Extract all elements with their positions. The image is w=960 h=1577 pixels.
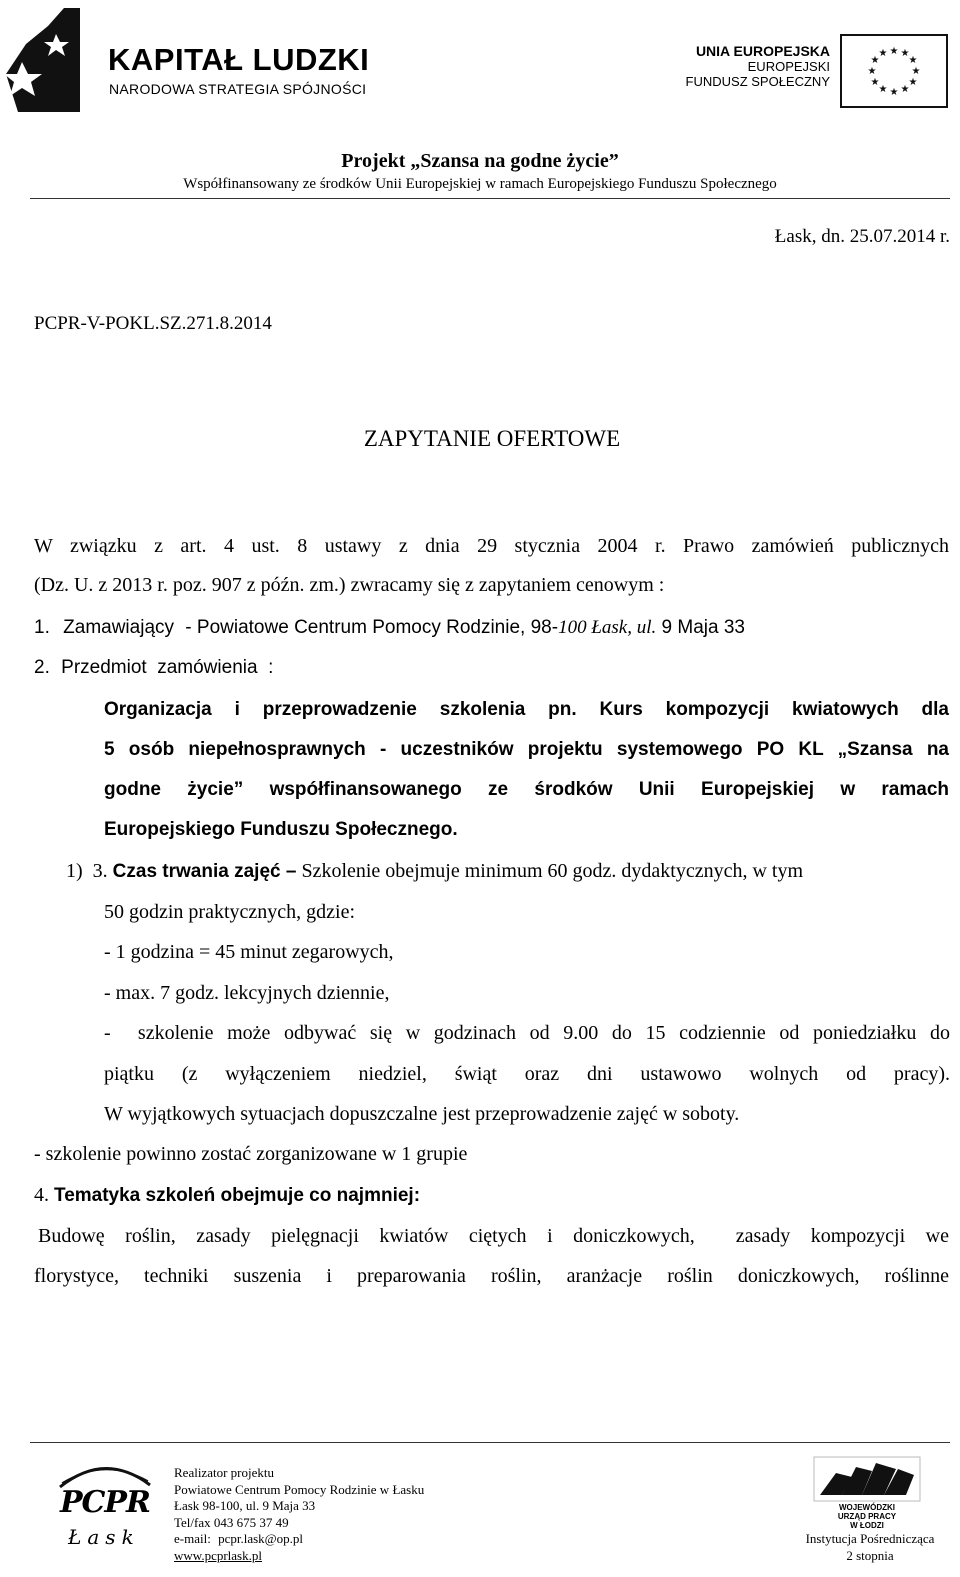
item-1 — [34, 617, 745, 639]
svg-text:★: ★ — [900, 48, 910, 59]
item-3-line-6: piątku (z wyłączeniem niedziel, świąt oraz dni ustawowo wolnych od pracy). — [104, 1063, 950, 1085]
eu-flag-icon — [840, 34, 948, 108]
footer-email-label: e-mail: — [174, 1531, 211, 1546]
intermediate-institution — [790, 1531, 950, 1564]
wup-logo — [812, 1455, 922, 1533]
group-line: - szkolenie powinno zostać zorganizowane w 1 grupie — [34, 1143, 468, 1165]
footer-telfax: Tel/fax 043 675 37 49 — [174, 1514, 289, 1530]
eu-logo-line3: FUNDUSZ SPOŁECZNY — [685, 74, 830, 89]
pcpr-logo-text: PCPR — [60, 1485, 150, 1520]
subject-line-4: Europejskiego Funduszu Społecznego. — [104, 819, 458, 840]
intro-line-1: W związku z art. 4 ust. 8 ustawy z dnia 29 stycznia 2004 r. Prawo zamówień publicznych — [34, 535, 949, 557]
footer-realizator: Realizator projektu — [174, 1465, 274, 1480]
item-3-prefix: 1) 3. — [66, 860, 108, 882]
wup-emblem-icon — [812, 1455, 922, 1503]
item-1-label: Zamawiający — [63, 617, 175, 638]
svg-text:★: ★ — [870, 55, 880, 66]
item-2-text: Przedmiot zamówienia : — [61, 657, 274, 678]
footer-email-row — [174, 1531, 504, 1548]
item-3-line-5: - szkolenie może odbywać się w godzinach od 9.00 do 15 codziennie od poniedziałku do — [104, 1022, 950, 1044]
topics-line-1: Budowę roślin, zasady pielęgnacji kwiatów ciętych i doniczkowych, zasady kompozycji we — [38, 1225, 949, 1247]
reference-number: PCPR-V-POKL.SZ.271.8.2014 — [34, 313, 272, 334]
header-divider — [30, 198, 950, 199]
project-title: Projekt „Szansa na godne życie” — [341, 150, 619, 172]
kl-logo-title: KAPITAŁ LUDZKI — [108, 42, 370, 77]
svg-text:★: ★ — [889, 87, 899, 98]
item-2 — [34, 657, 273, 679]
svg-text:★: ★ — [867, 66, 877, 77]
eu-logo-line1: UNIA EUROPEJSKA — [695, 43, 830, 59]
subject-line-1: Organizacja i przeprowadzenie szkolenia pn. Kurs kompozycji kwiatowych dla — [104, 699, 949, 720]
svg-text:★: ★ — [878, 84, 888, 95]
place-date: Łask, dn. 25.07.2014 r. — [774, 226, 950, 247]
kapital-ludzki-logo — [4, 4, 404, 119]
svg-text:★: ★ — [908, 55, 918, 66]
footer-website-link[interactable]: www.pcprlask.pl — [174, 1547, 262, 1563]
kl-logo-subtitle: NARODOWA STRATEGIA SPÓJNOŚCI — [109, 81, 367, 97]
item-1-end: 9 Maja 33 — [656, 617, 745, 638]
pcpr-logo — [50, 1455, 160, 1565]
eu-logo — [680, 34, 950, 114]
intro-line-2: (Dz. U. z 2013 r. poz. 907 z późn. zm.) zwracamy się z zapytaniem cenowym : — [34, 574, 665, 596]
footer-org: Powiatowe Centrum Pomocy Rodzinie w Łasku — [174, 1481, 425, 1497]
kapital-ludzki-emblem-icon — [4, 4, 104, 119]
pcpr-logo-sub: Łask — [68, 1525, 140, 1549]
footer-email-link[interactable]: pcpr.lask@op.pl — [218, 1531, 303, 1546]
item-2-number: 2. — [34, 657, 50, 678]
subject-line-2: 5 osób niepełnosprawnych - uczestników projektu systemowego PO KL „Szansa na — [104, 739, 949, 760]
item-4-bold: Tematyka szkoleń obejmuje co najmniej: — [54, 1185, 421, 1206]
item-3-line-2: 50 godzin praktycznych, gdzie: — [104, 901, 356, 923]
item-3-line-4: - max. 7 godz. lekcyjnych dziennie, — [104, 982, 390, 1004]
inst-line-2: 2 stopnia — [846, 1547, 894, 1563]
item-3-bold: Czas trwania zajęć – — [112, 861, 297, 882]
topics-line-2: florystyce, techniki suszenia i preparowania roślin, aranżacje roślin doniczkowych, roślinne — [34, 1265, 949, 1287]
footer-address: Łask 98-100, ul. 9 Maja 33 — [174, 1498, 316, 1513]
svg-text:★: ★ — [908, 77, 918, 88]
inst-line-1: Instytucja Pośrednicząca — [805, 1531, 935, 1546]
project-subtitle: Współfinansowany ze środków Unii Europejskiej w ramach Europejskiego Funduszu Społecznego — [183, 176, 777, 192]
footer-divider — [30, 1442, 950, 1443]
svg-text:★: ★ — [878, 48, 888, 59]
item-4 — [34, 1184, 420, 1207]
wup-logo-line1: WOJEWÓDZKI — [839, 1503, 895, 1512]
item-3-line-3: - 1 godzina = 45 minut zegarowych, — [104, 941, 394, 963]
svg-text:★: ★ — [870, 77, 880, 88]
subject-line-3: godne życie” współfinansowanego ze środków Unii Europejskiej w ramach — [104, 779, 949, 800]
item-3-line-7: W wyjątkowych sytuacjach dopuszczalne jest przeprowadzenie zajęć w soboty. — [104, 1103, 740, 1125]
item-4-number: 4. — [34, 1184, 49, 1206]
svg-text:★: ★ — [889, 46, 899, 57]
footer-contact — [174, 1465, 504, 1564]
svg-text:★: ★ — [900, 84, 910, 95]
item-1-italic: 100 Łask, ul. — [558, 617, 657, 638]
item-1-text: - Powiatowe Centrum Pomocy Rodzinie, 98- — [185, 617, 559, 638]
item-3 — [66, 860, 803, 883]
eu-logo-line2: EUROPEJSKI — [747, 59, 830, 74]
svg-text:★: ★ — [911, 66, 921, 77]
item-1-number: 1. — [34, 617, 50, 638]
document-title: ZAPYTANIE OFERTOWE — [363, 426, 621, 451]
wup-logo-line2: URZĄD PRACY — [837, 1512, 897, 1521]
item-3-text: Szkolenie obejmuje minimum 60 godz. dydaktycznych, w tym — [296, 860, 804, 882]
wup-logo-line3: W ŁODZI — [850, 1521, 884, 1530]
